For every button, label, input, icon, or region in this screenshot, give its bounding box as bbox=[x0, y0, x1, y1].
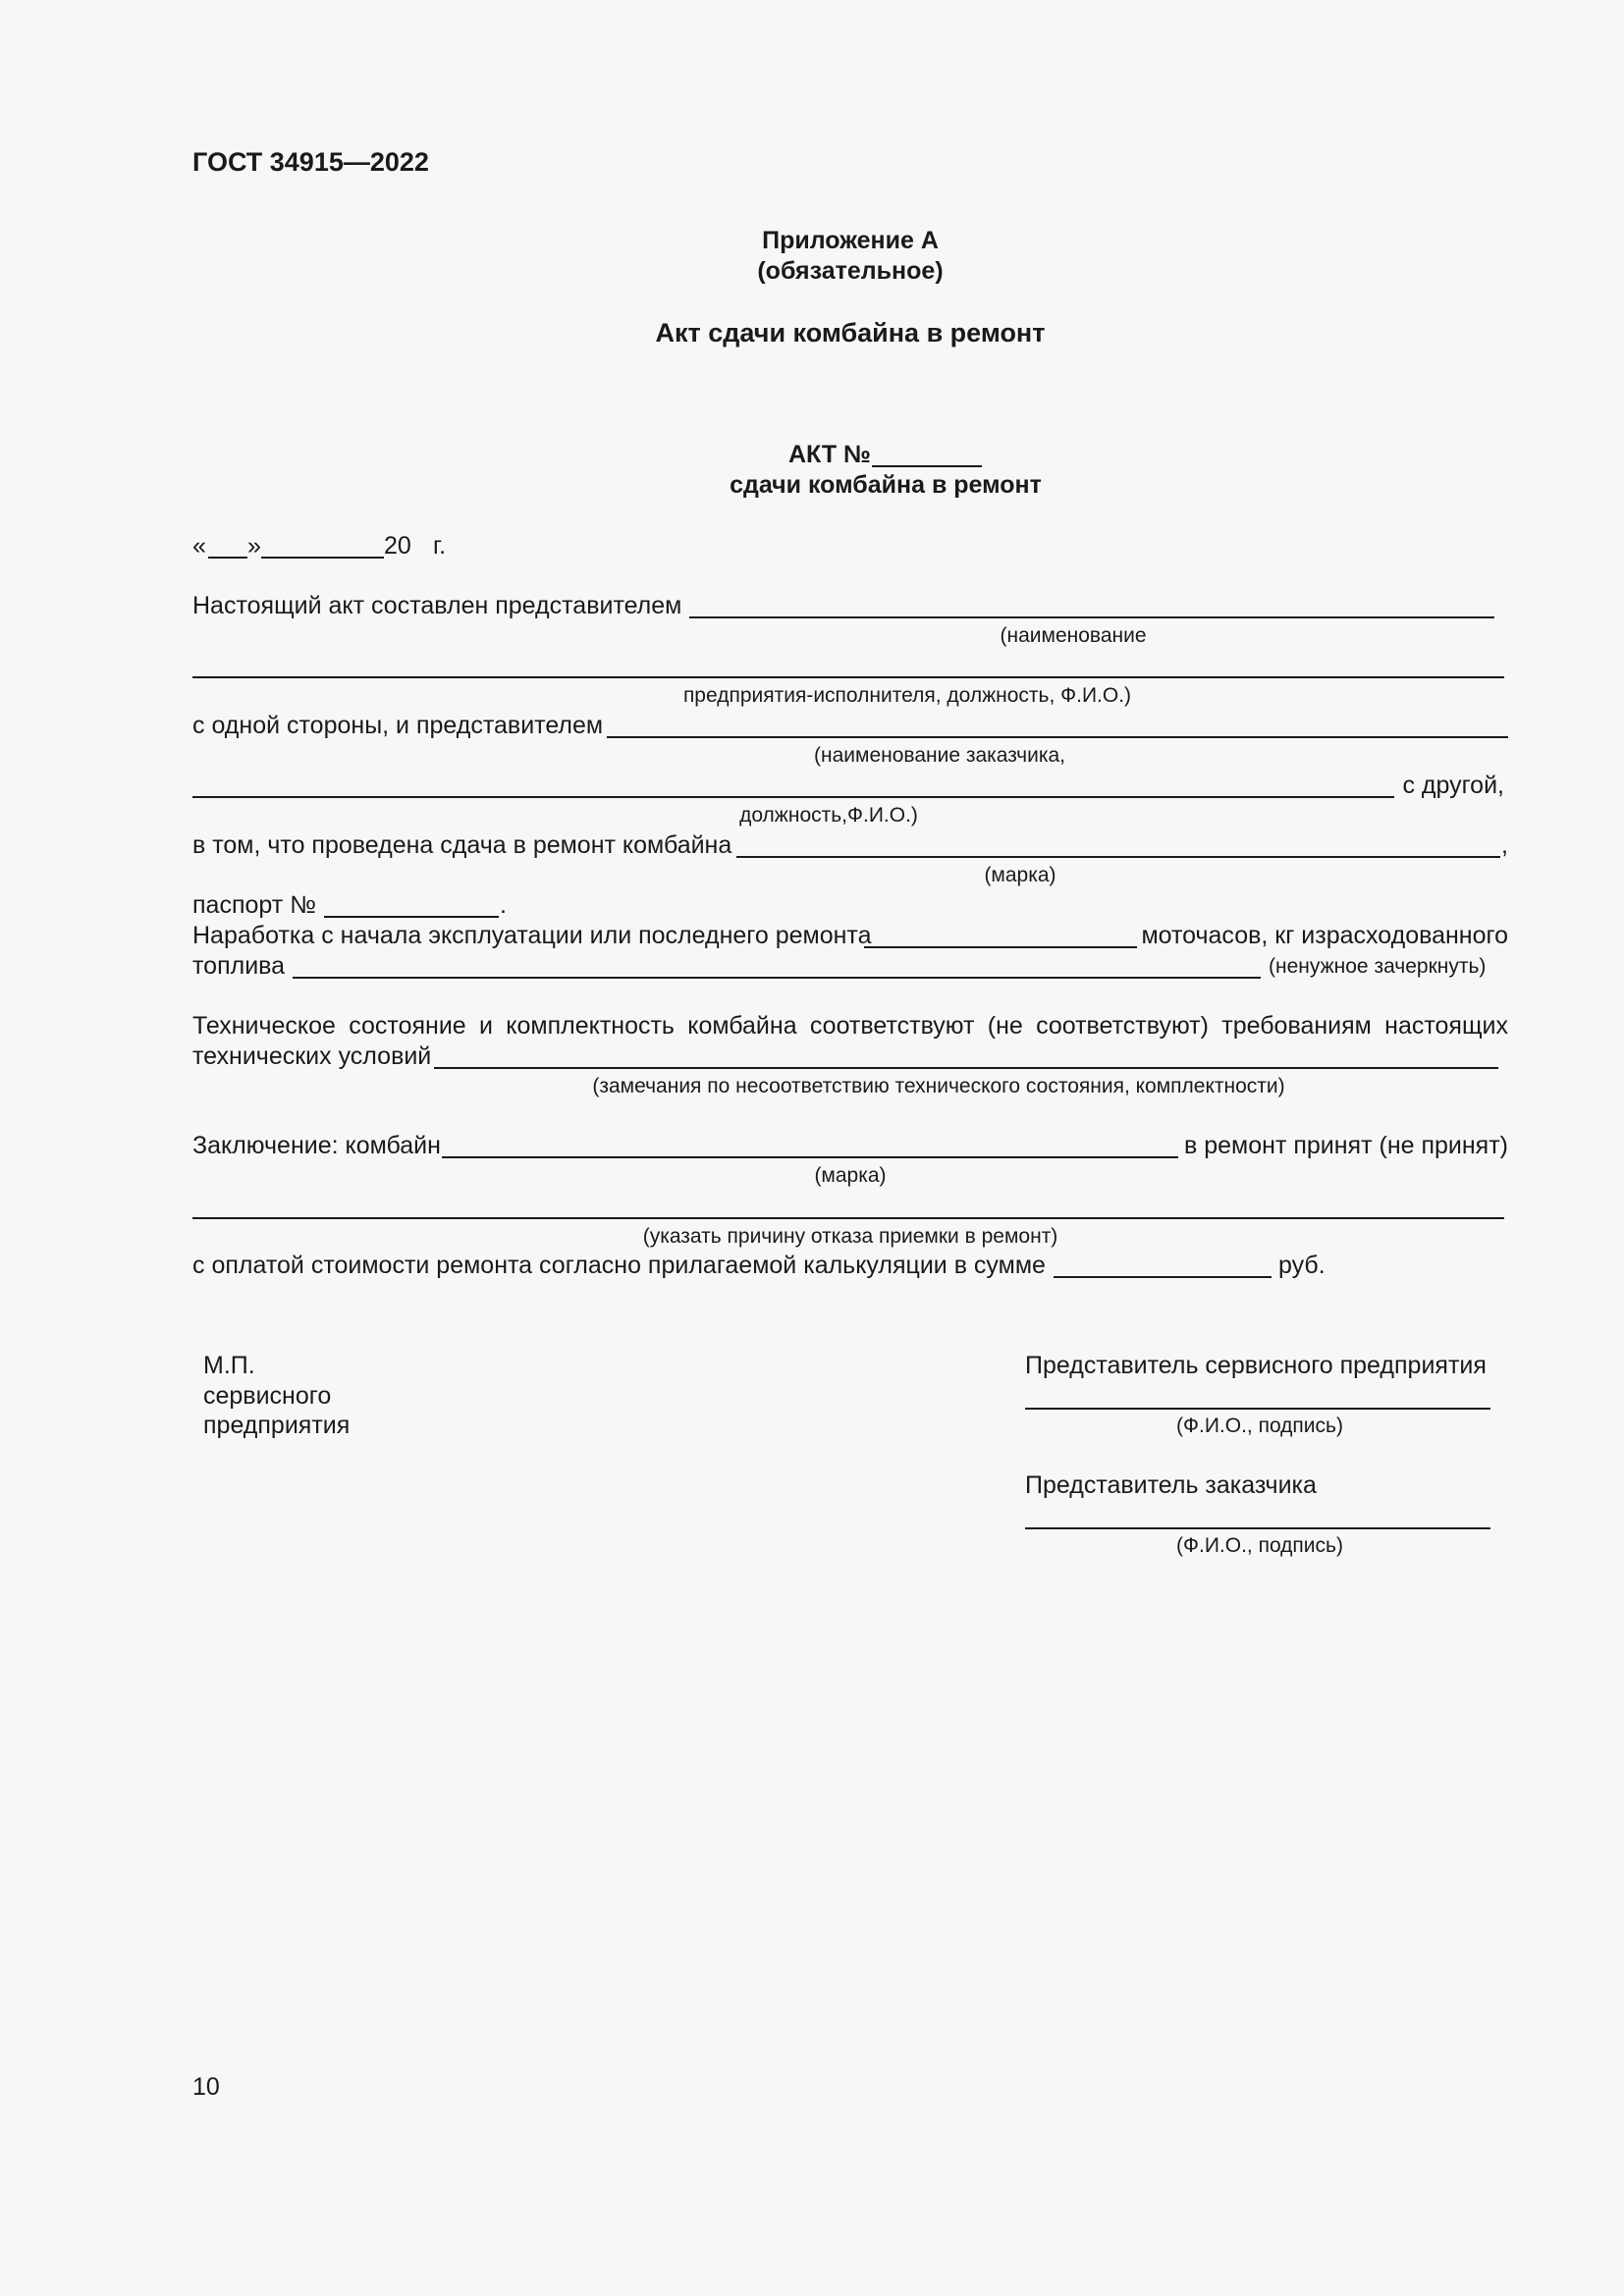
service-rep-signature-field[interactable] bbox=[1025, 1408, 1490, 1410]
act-subtitle: сдачи комбайна в ремонт bbox=[730, 471, 1042, 499]
customer-rep-label: Представитель заказчика bbox=[1025, 1471, 1317, 1499]
payment-currency: руб. bbox=[1278, 1252, 1326, 1279]
appendix-status: (обязательное) bbox=[757, 257, 944, 285]
payment-label: с оплатой стоимости ремонта согласно прилагаемой калькуляции в сумме bbox=[192, 1252, 1046, 1279]
date-month-field[interactable] bbox=[261, 557, 384, 559]
conclusion-end: в ремонт принят (не принят) bbox=[1184, 1132, 1508, 1159]
operating-time-end: моточасов, кг израсходованного bbox=[1141, 922, 1508, 949]
customer-details-field[interactable] bbox=[192, 796, 1394, 798]
hint-position: должность,Ф.И.О.) bbox=[739, 804, 918, 827]
hint-remarks: (замечания по несоответствию технического состояния, комплектности) bbox=[592, 1075, 1285, 1097]
customer-rep-hint: (Ф.И.О., подпись) bbox=[1176, 1534, 1343, 1557]
date-day-field[interactable] bbox=[208, 557, 247, 559]
conclusion-brand-field[interactable] bbox=[442, 1156, 1178, 1158]
technical-conditions-label: технических условий bbox=[192, 1042, 432, 1070]
service-rep-hint: (Ф.И.О., подпись) bbox=[1176, 1415, 1343, 1437]
combine-brand-field[interactable] bbox=[736, 856, 1500, 858]
refusal-reason-field[interactable] bbox=[192, 1217, 1504, 1219]
hint-conclusion-brand: (марка) bbox=[814, 1164, 887, 1187]
operating-time-label: Наработка с начала эксплуатации или последнего ремонта bbox=[192, 922, 872, 949]
act-number-field[interactable] bbox=[872, 465, 982, 467]
operating-hours-field[interactable] bbox=[864, 946, 1137, 948]
date-year-prefix: 20 bbox=[384, 532, 411, 560]
service-rep-label: Представитель сервисного предприятия bbox=[1025, 1352, 1487, 1379]
customer-rep-signature-field[interactable] bbox=[1025, 1527, 1490, 1529]
hint-customer: (наименование заказчика, bbox=[814, 744, 1065, 767]
contractor-name-field[interactable] bbox=[689, 616, 1494, 618]
fuel-field[interactable] bbox=[293, 977, 1261, 979]
appendix-heading: Акт сдачи комбайна в ремонт bbox=[655, 318, 1046, 347]
passport-number-field[interactable] bbox=[324, 916, 499, 918]
hint-strike: (ненужное зачеркнуть) bbox=[1269, 955, 1487, 978]
line5-comma: , bbox=[1501, 831, 1508, 859]
date-close-quote: » bbox=[247, 532, 261, 560]
date-year-suffix: г. bbox=[433, 532, 447, 560]
conclusion-label: Заключение: комбайн bbox=[192, 1132, 441, 1159]
representative-label: Настоящий акт составлен представителем bbox=[192, 592, 682, 619]
other-side-label: с одной стороны, и представителем bbox=[192, 712, 604, 739]
act-number-label: АКТ № bbox=[788, 441, 872, 468]
page-number: 10 bbox=[192, 2073, 220, 2101]
other-side-end: с другой, bbox=[1402, 772, 1504, 799]
standard-code: ГОСТ 34915—2022 bbox=[192, 147, 429, 177]
contractor-details-field[interactable] bbox=[192, 676, 1504, 678]
appendix-title: Приложение А bbox=[762, 227, 939, 254]
hint-contractor: предприятия-исполнителя, должность, Ф.И.О.) bbox=[682, 684, 1132, 707]
payment-amount-field[interactable] bbox=[1054, 1276, 1272, 1278]
stamp-line2: сервисного bbox=[203, 1382, 332, 1410]
date-open-quote: « bbox=[192, 532, 206, 560]
stamp-line3: предприятия bbox=[203, 1412, 351, 1439]
fuel-label: топлива bbox=[192, 952, 286, 980]
remarks-field[interactable] bbox=[434, 1067, 1498, 1069]
hint-brand: (марка) bbox=[984, 864, 1056, 886]
combine-handover-label: в том, что проведена сдача в ремонт комбайна bbox=[192, 831, 732, 859]
hint-refusal: (указать причину отказа приемки в ремонт) bbox=[642, 1225, 1058, 1248]
stamp-line1: М.П. bbox=[203, 1352, 255, 1379]
passport-label: паспорт № bbox=[192, 891, 316, 919]
customer-name-field[interactable] bbox=[607, 736, 1508, 738]
passport-dot: . bbox=[500, 891, 507, 919]
hint-name: (наименование bbox=[1000, 624, 1147, 647]
technical-condition-text: Техническое состояние и комплектность комбайна соответствуют (не соответствуют) требованиям настоящих bbox=[192, 1012, 1508, 1040]
